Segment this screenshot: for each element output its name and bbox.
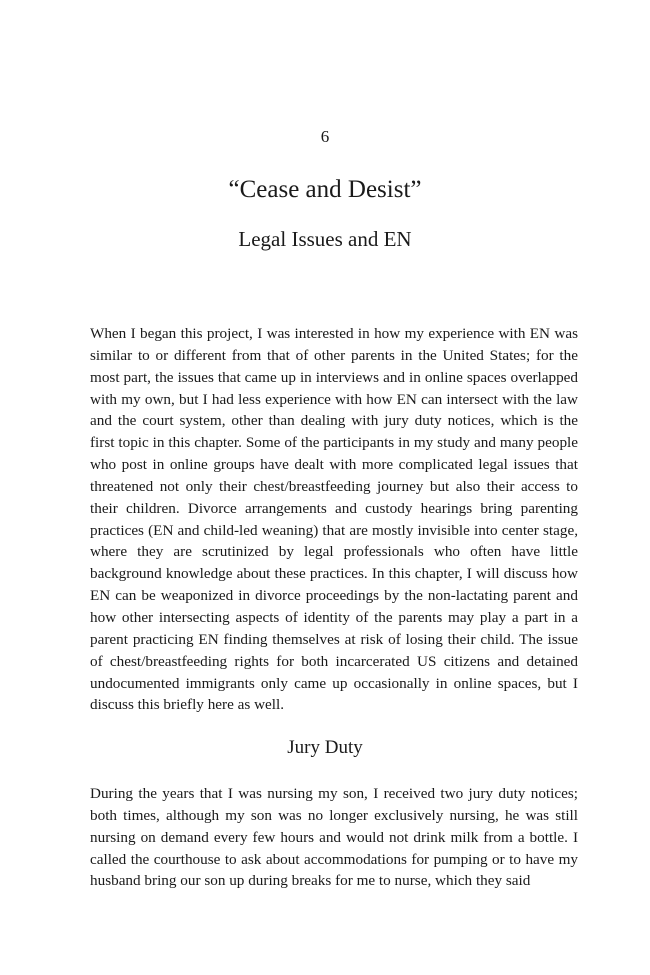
chapter-number: 6 [320, 127, 330, 146]
section-paragraph: During the years that I was nursing my son, I received two jury duty notices; both times, although my son was no longer exclusively nursing, he was still nursing on demand every few hours and would not drink milk from a bottle. I called the courthouse to ask about accommodations for pumping or to have my husband bring our son up during breaks for me to nurse, which they said [90, 785, 578, 890]
section-heading: Jury Duty [287, 737, 363, 758]
intro-paragraph: When I began this project, I was interested in how my experience with EN was similar to or different from that of other parents in the United States; for the most part, the issues that came up in interviews and in online spaces overlapped with my own, but I had less experience with how EN can intersect with the law and the court system, other than dealing with jury duty notices, which is the first topic in this chapter. Some of the participants in my study and many people who post in online groups have dealt with more complicated legal issues that threatened not only their chest/breastfeeding journey but also their access to their children. Divorce arrangements and custody hearings bring parenting practices (EN and child-led weaning) that are mostly invisible into center stage, where they are scrutinized by legal professionals who often have little background knowledge about these practices. In this chapter, I will discuss how EN can be weaponized in divorce proceedings by the non-lactating parent and how other intersecting aspects of identity of the parents may play a part in a parent practicing EN finding themselves at risk of losing their child. The issue of chest/breastfeeding rights for both incarcerated US citizens and detained undocumented immigrants only came up occasionally in online spaces, but I discuss this briefly here as well. [90, 325, 578, 714]
chapter-subtitle: Legal Issues and EN [238, 227, 412, 251]
chapter-title: “Cease and Desist” [228, 176, 422, 203]
